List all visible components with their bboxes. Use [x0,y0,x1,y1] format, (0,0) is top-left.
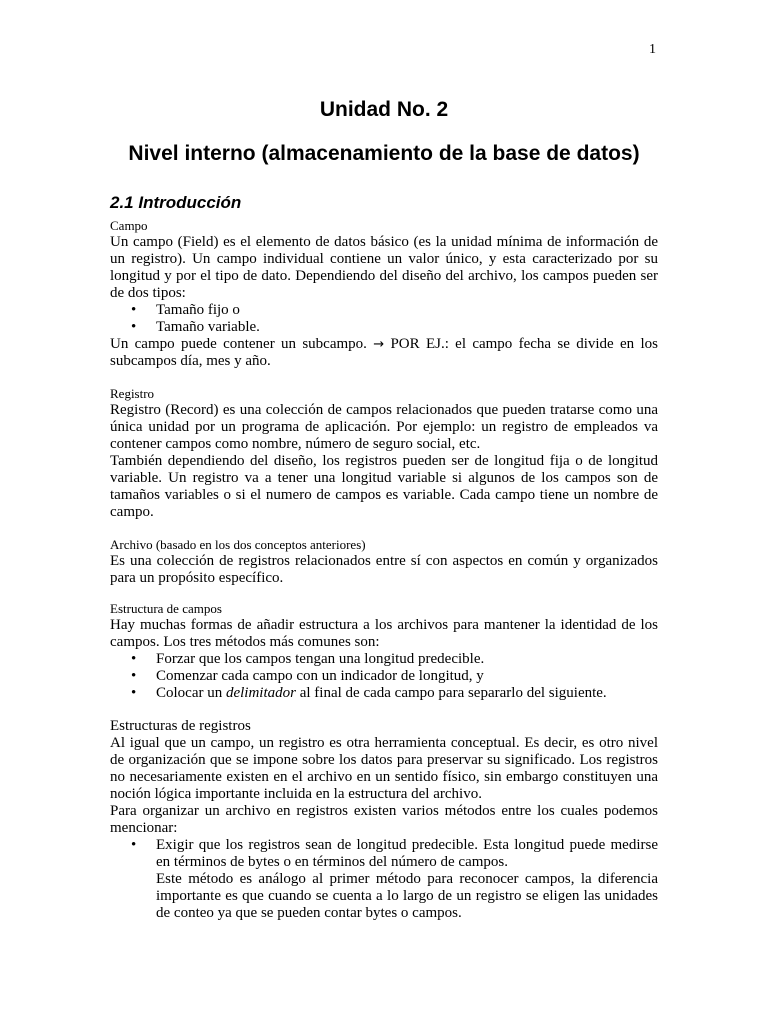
estructura-campos-paragraph: Hay muchas formas de añadir estructura a los archivos para mantener la identidad de los campos. Los tres métodos más comunes son: [110,617,658,650]
estructura-campos-label: Estructura de campos [110,601,222,616]
estructura-registros-block [110,718,658,922]
registro-paragraph-2: También dependiendo del diseño, los registros pueden ser de longitud fija o de longitud variable. Un registro va a tener una longitud variable si algunos de los campos son de tamaños variables o si el numero de campos es variable. Cada campo tiene un nombre de campo. [110,453,658,520]
bullet-text: Exigir que los registros sean de longitud predecible. Esta longitud puede medirse en términos de bytes o en términos del número de campos. [156,837,658,870]
bullet-text: Tamaño variable. [156,319,260,335]
page-number: 1 [649,42,656,57]
bullet-icon: • [131,685,137,701]
bullet-text: Comenzar cada campo con un indicador de longitud, y [156,668,484,684]
subcampo-example: POR EJ.: el campo fecha se divide en los subcampos día, mes y año. [110,336,658,369]
bullet-text-end: al final de cada campo para separarlo del siguiente. [295,685,607,701]
unit-title: Unidad No. 2 [319,98,449,121]
main-title: Nivel interno (almacenamiento de la base de datos) [128,142,640,165]
estructura-registros-paragraph-2: Para organizar un archivo en registros existen varios métodos entre los cuales podemos mencionar: [110,803,658,836]
estructura-campos-block [110,601,658,702]
bullet-sub-paragraph: Este método es análogo al primer método para reconocer campos, la diferencia importante es que cuando se cuenta a lo largo de un registro se eligen las unidades de conteo ya que se pueden contar bytes o campos. [156,871,658,921]
bullet-text: Forzar que los campos tengan una longitud predecible. [156,651,485,667]
estructura-registros-list [110,837,658,922]
registro-paragraph-1: Registro (Record) es una colección de campos relacionados que pueden tratarse como una única unidad por un programa de aplicación. Por ejemplo: un registro de empleados va contener campos como nombre, número de seguro social, etc. [110,402,658,452]
list-item [110,319,658,336]
bullet-icon: • [131,319,137,335]
subcampo-text: Un campo puede contener un subcampo. [110,336,374,352]
bullet-icon: • [131,651,137,667]
registro-block [110,386,658,521]
campo-label: Campo [110,218,148,233]
list-item [110,837,658,922]
campo-paragraph: Un campo (Field) es el elemento de datos básico (es la unidad mínima de información de un registro). Un campo individual contiene un valor único, y esta caracterizado por su longitud y por el tipo de dato. Dependiendo del diseño del archivo, los campos pueden ser de dos tipos: [110,234,658,301]
list-item [110,651,658,668]
list-item [110,668,658,685]
subcampo-paragraph [110,336,658,370]
archivo-paragraph: Es una colección de registros relacionados entre sí con aspectos en común y organizados para un propósito específico. [110,553,658,586]
section-heading: 2.1 Introducción [110,193,242,212]
document-body [110,192,658,938]
campo-bullet-list [110,302,658,336]
estructura-campos-list [110,651,658,702]
arrow-right-icon: → [373,337,385,352]
bullet-icon: • [131,302,137,318]
delimitador-term: delimitador [225,685,296,701]
bullet-icon: • [131,668,137,684]
list-item [110,685,658,702]
archivo-label: Archivo (basado en los dos conceptos anteriores) [110,537,366,552]
registro-label: Registro [110,386,155,401]
bullet-text: Colocar un [156,685,226,701]
estructura-registros-paragraph-1: Al igual que un campo, un registro es otra herramienta conceptual. Es decir, es otro nivel de organización que se impone sobre los datos para preservar su significado. Los registros no necesariamente existen en el archivo en un sentido físico, sin embargo constituyen una noción lógica importante incluida en la estructura del archivo. [110,735,658,802]
list-item [110,302,658,319]
archivo-block [110,537,658,587]
estructura-registros-label: Estructuras de registros [110,718,251,734]
bullet-text: Tamaño fijo o [156,302,240,318]
bullet-icon: • [131,837,137,853]
campo-block [110,218,658,370]
